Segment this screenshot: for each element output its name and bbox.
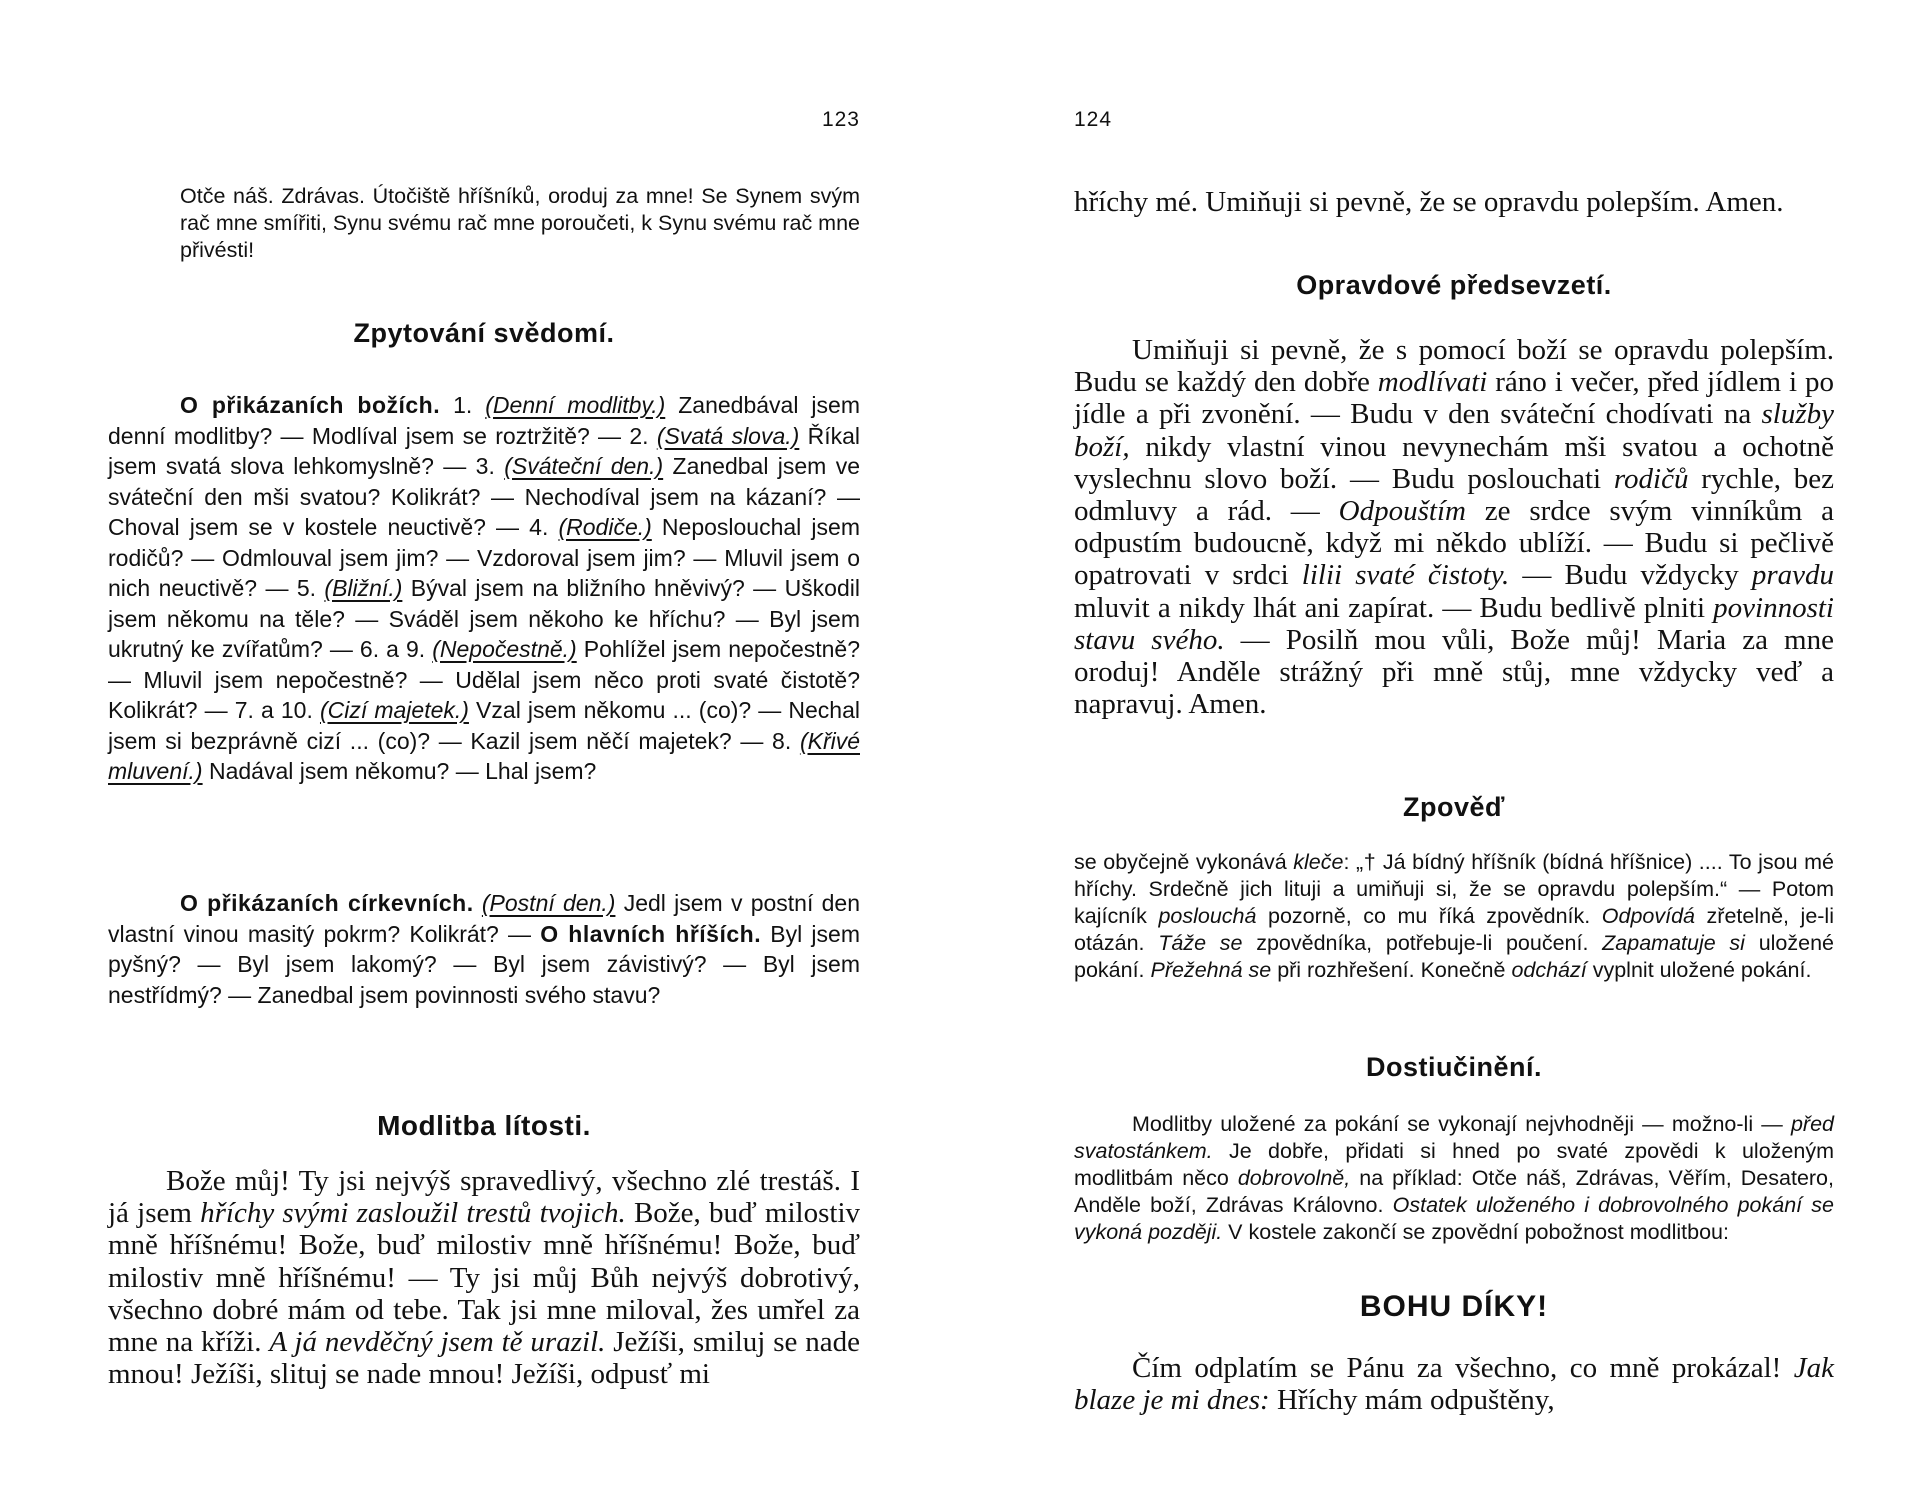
resolution-paragraph: Umiňuji si pevně, že s pomocí boží se opravdu polepším. Budu se každý den dobře modlívati ráno i večer, před jídlem i po jídle a při zvonění. — Budu v den sváteční chodívati na služby boží, nikdy vlastní vinou nevynechám mši svatou a ochotně vyslechnu slovo boží. — Budu poslouchati rodičů rychle, bez odmluvy a rád. — Odpouštím ze srdce svým vinníkům a odpustím budoucně, když mi někdo ublíží. — Budu si pečlivě opatrovati v srdci lilii svaté čistoty. — Budu vždycky pravdu mluvit a nikdy lhát ani zapírat. — Budu bedlivě plniti povinnosti stavu svého. — Posilň mou vůli, Bože můj! Maria za mne oroduj! Anděle strážný při mně stůj, mne vždycky veď a napravuj. Amen. [1074,334,1834,721]
capital-sins-heading: O hlavních hříších. [540,920,762,947]
contrition-continuation: hříchy mé. Umiňuji si pevně, že se opravdu polepším. Amen. [1074,186,1784,218]
label-parents: (Rodiče.) [558,514,652,540]
label-neighbour: (Bližní.) [324,575,403,601]
section-title-contrition: Modlitba lítosti. [377,1110,591,1141]
right-page [1074,0,1834,1500]
intro-prayer-text: Otče náš. Zdrávas. Útočiště hříšníků, oroduj za mne! Se Synem svým rač mne smířiti, Synu svému rač mne poroučeti, k Synu svému rač mne přivésti! [180,184,860,262]
section-title-satisfaction: Dostiučinění. [1365,1052,1542,1082]
label-fast-day: (Postní den.) [481,890,616,916]
church-commandments-paragraph: O přikázaních církevních. (Postní den.) Jedl jsem v postní den vlastní vinou masitý pokrm? Kolikrát? — O hlavních hříších. Byl jsem pyšný? — Byl jsem lakomý? — Byl jsem závistivý? — Byl jsem nestřídmý? — Zanedbal jsem povinnosti svého stavu? [108,890,860,1008]
satisfaction-paragraph: Modlitby uložené za pokání se vykonají nejvhodněji — možno-li — před svatostánkem. Je dobře, přidati si hned po svaté zpovědi k uloženým modlitbám něco dobrovolně, na příklad: Otče náš, Zdrávas, Věřím, Desatero, Anděle boží, Zdrávas Královno. Ostatek uloženého i dobrovolného pokání se vykoná později. V kostele zakončí se zpovědní pobožnost modlitbou: [1074,1112,1834,1244]
commandments-heading: O přikázaních božích. [180,392,441,418]
page-number: 124 [1074,108,1113,131]
intro-prayer [108,183,860,264]
section-title-examination: Zpytování svědomí. [353,318,615,348]
commandments-paragraph: O přikázaních božích. 1. (Denní modlitby.) Zanedbával jsem denní modlitby? — Modlíval jsem se roztržitě? — 2. (Svatá slova.) Říkal jsem svatá slova lehkomyslně? — 3. (Sváteční den.) Zanedbal jsem ve sváteční den mši svatou? Kolikrát? — Nechodíval jsem na kázaní? — Choval jsem se v kostele neuctivě? — 4. (Rodiče.) Neposlouchal jsem rodičů? — Odmlouval jsem jim? — Vzdoroval jsem jim? — Mluvil jsem o nich neuctivě? — 5. (Bližní.) Býval jsem na bližního hněvivý? — Uškodil jsem někomu na těle? — Sváděl jsem někoho ke hříchu? — Byl jsem ukrutný ke zvířatům? — 6. a 9. (Nepočestně.) Pohlížel jsem nepočestně? — Mluvil jsem nepočestně? — Udělal jsem něco proti svaté čistotě? Kolikrát? — 7. a 10. (Cizí majetek.) Vzal jsem někomu ... (co)? — Nechal jsem si bezprávně cizí ... (co)? — Kazil jsem něčí majetek? — 8. (Křivé mluvení.) Nadával jsem někomu? — Lhal jsem? [108,392,861,784]
section-title-thanks: BOHU DÍKY! [1359,1290,1549,1323]
church-heading: O přikázaních církevních. [180,890,474,916]
thanks-paragraph: Čím odplatím se Pánu za všechno, co mně prokázal! Jak blaze je mi dnes: Hříchy mám odpuštěny, [1074,1352,1834,1417]
label-impure: (Nepočestně.) [432,636,577,662]
section-title-confession: Zpověď [1403,792,1505,822]
label-property: (Cizí majetek.) [319,697,469,723]
confession-paragraph: se obyčejně vykonává kleče: „† Já bídný hříšník (bídná hříšnice) .... To jsou mé hříchy. Srdečně jich lituji a umiňuji si, že se opravdu polepším.“ — Potom kajícník poslouchá pozorně, co mu říká zpovědník. Odpovídá zřetelně, je-li otázán. Táže se zpovědníka, potřebuje-li poučení. Zapamatuje si uložené pokání. Přežehná se při rozhřešení. Konečně odchází vyplnit uložené pokání. [1074,850,1835,982]
label-holy-words: (Svatá slova.) [656,422,800,449]
page-number: 123 [821,108,860,131]
label-holy-day: (Sváteční den.) [504,453,664,479]
contrition-prayer: Bože můj! Ty jsi nejvýš spravedlivý, všechno zlé trestáš. I já jsem hříchy svými zasloužil trestů tvojich. Bože, buď milostiv mně hříšnému! Bože, buď milostiv mně hříšnému! Bože, buď milostiv mně hříšnému! — Ty jsi můj Bůh nejvýš dobrotivý, všechno dobré mám od tebe. Tak jsi mne miloval, žes umřel za mne na kříži. A já nevděčný jsem tě urazil. Ježíši, smiluj se nade mnou! Ježíši, slituj se nade mnou! Ježíši, odpusť mi [108,1165,861,1391]
label-daily-prayers: (Denní modlitby.) [485,392,666,418]
left-page [108,0,860,1500]
section-title-resolution: Opravdové předsevzetí. [1296,270,1612,300]
label-false-speech: (Křivé mluvení.) [108,727,860,784]
